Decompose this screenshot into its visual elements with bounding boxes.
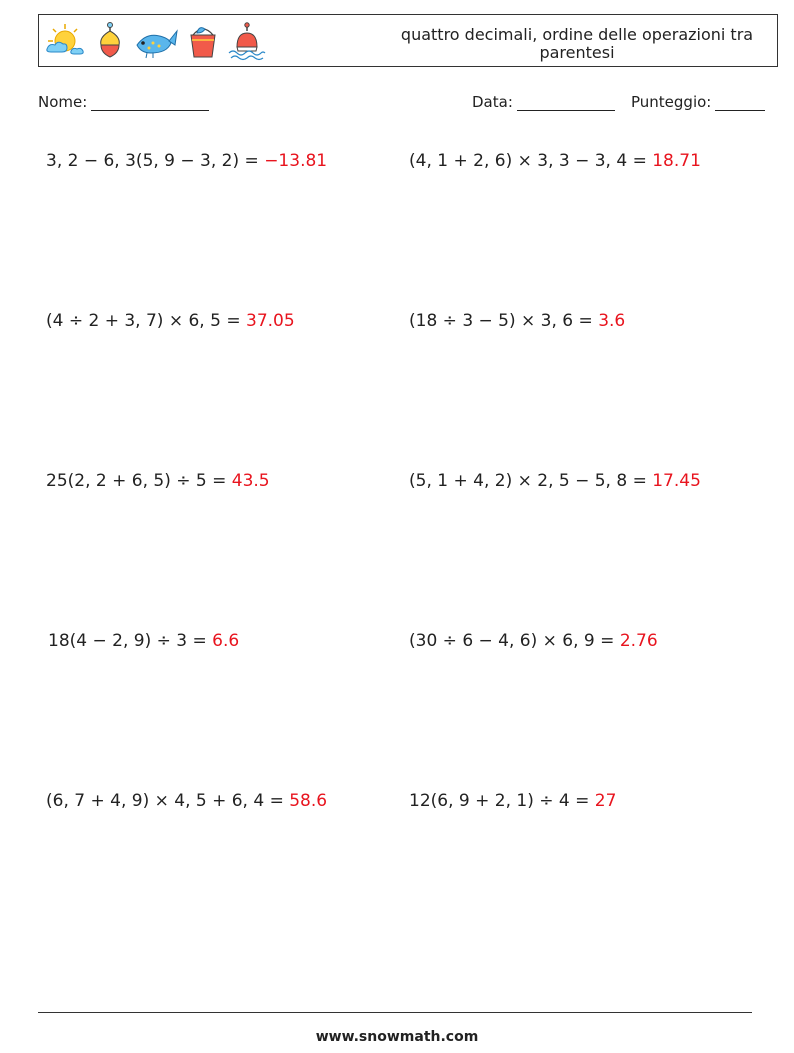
problem-expression: (4 ÷ 2 + 3, 7) × 6, 5 = [46,311,241,331]
problem-answer: 37.05 [246,311,295,331]
problem-answer: 6.6 [212,631,240,651]
name-label: Nome: [38,93,88,111]
footer-divider [38,1012,752,1013]
name-field[interactable] [38,93,209,111]
date-label: Data: [472,93,513,111]
buoy-waves-icon [227,21,267,61]
problem-6 [409,471,701,491]
problem-answer: 58.6 [289,791,328,811]
problem-expression: (5, 1 + 4, 2) × 2, 5 − 5, 8 = [409,471,647,491]
problem-expression: 18(4 − 2, 9) ÷ 3 = [48,631,207,651]
header-icons [43,19,267,63]
score-label: Punteggio: [631,93,712,111]
problem-3 [46,311,295,331]
fishing-float-icon [95,21,125,61]
problem-answer: 18.71 [652,151,701,171]
problem-expression: 12(6, 9 + 2, 1) ÷ 4 = [409,791,590,811]
problem-5 [46,471,270,491]
date-field[interactable] [472,93,615,111]
problem-10 [409,791,616,811]
problem-expression: 25(2, 2 + 6, 5) ÷ 5 = [46,471,227,491]
problem-answer: −13.81 [264,151,328,171]
sun-cloud-icon [43,21,87,61]
problem-7 [48,631,239,651]
problem-9 [46,791,327,811]
problem-answer: 27 [594,791,617,811]
problem-8 [409,631,658,651]
problem-answer: 3.6 [598,311,626,331]
problem-expression: (30 ÷ 6 − 4, 6) × 6, 9 = [409,631,615,651]
problem-4 [409,311,625,331]
worksheet-title: quattro decimali, ordine delle operazioni tra parentesi [400,25,754,62]
problem-1 [46,151,327,171]
problem-2 [409,151,701,171]
bucket-icon [187,21,219,61]
problem-answer: 17.45 [652,471,701,491]
score-line[interactable] [715,94,765,111]
date-line[interactable] [517,94,615,111]
problem-expression: (6, 7 + 4, 9) × 4, 5 + 6, 4 = [46,791,284,811]
problem-expression: 3, 2 − 6, 3(5, 9 − 3, 2) = [46,151,259,171]
problem-answer: 43.5 [231,471,270,491]
fish-icon [133,21,179,61]
problem-expression: (4, 1 + 2, 6) × 3, 3 − 3, 4 = [409,151,647,171]
problem-expression: (18 ÷ 3 − 5) × 3, 6 = [409,311,593,331]
student-fields [38,93,770,115]
score-field[interactable] [631,93,765,111]
footer-url[interactable]: www.snowmath.com [315,1029,479,1045]
name-line[interactable] [91,94,209,111]
header-box [38,14,778,67]
problem-answer: 2.76 [619,631,658,651]
